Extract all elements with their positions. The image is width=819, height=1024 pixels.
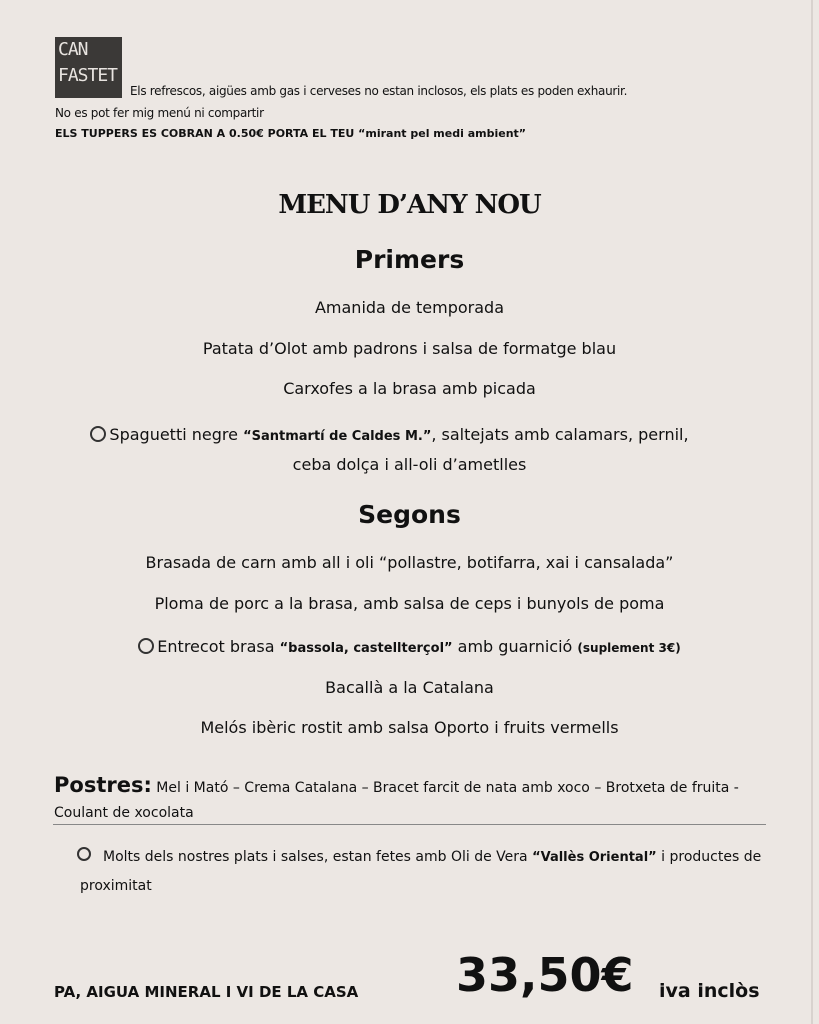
desserts-label: Postres:	[54, 773, 152, 797]
logo: CAN FASTET	[55, 37, 122, 98]
dish-text: Entrecot brasa	[157, 637, 280, 656]
desserts	[54, 773, 766, 826]
footnote-text: Molts dels nostres plats i salses, estan fetes amb Oli de Vera	[103, 849, 533, 865]
supplement: (suplement 3€)	[577, 641, 681, 655]
note-sharing: No es pot fer mig menú ni compartir	[55, 106, 264, 120]
dish: Patata d’Olot amb padrons i salsa de formatge blau	[202, 339, 617, 358]
dish-special	[0, 425, 819, 444]
note-drinks: Els refrescos, aigües amb gas i cerveses no estan inclosos, els plats es poden exhaurir.	[130, 84, 628, 98]
menu-price: 33,50€	[456, 948, 634, 1002]
desserts-list: Mel i Mató – Crema Catalana – Bracet farcit de nata amb xoco – Brotxeta de fruita - Coulant de xocolata	[54, 780, 739, 821]
footnote	[80, 843, 770, 900]
dish: Carxofes a la brasa amb picada	[283, 379, 536, 398]
dish-text: , saltejats amb calamars, pernil,	[431, 425, 689, 444]
dish-text: Spaguetti negre	[109, 425, 244, 444]
local-product-icon	[90, 426, 106, 442]
included-items: PA, AIGUA MINERAL I VI DE LA CASA	[54, 983, 359, 1001]
note-tuppers: ELS TUPPERS ES COBRAN A 0.50€ PORTA EL TEU “mirant pel medi ambient”	[55, 127, 527, 140]
section-segons: Segons	[358, 500, 461, 529]
divider	[53, 824, 766, 825]
local-product-icon	[138, 638, 154, 654]
dish-special	[0, 637, 819, 656]
dish-origin: “bassola, castellterçol”	[279, 641, 453, 656]
dish: Amanida de temporada	[314, 298, 505, 317]
footnote-origin: “Vallès Oriental”	[532, 850, 657, 865]
dish-special-cont: ceba dolça i all-oli d’ametlles	[292, 455, 527, 474]
dish: Brasada de carn amb all i oli “pollastre, botifarra, xai i cansalada”	[145, 553, 674, 572]
dish: Melós ibèric rostit amb salsa Oporto i fruits vermells	[200, 718, 619, 737]
dish-origin: “Santmartí de Caldes M.”	[243, 429, 432, 444]
dish-text: amb guarnició	[452, 637, 578, 656]
section-primers: Primers	[354, 245, 465, 274]
menu-title: MENU D’ANY NOU	[278, 190, 541, 220]
dish: Ploma de porc a la brasa, amb salsa de ceps i bunyols de poma	[154, 594, 665, 613]
local-product-icon	[77, 847, 91, 861]
dish: Bacallà a la Catalana	[325, 678, 494, 697]
tax-note: iva inclòs	[659, 980, 760, 1002]
footnote-text: i productes de proximitat	[80, 849, 762, 894]
